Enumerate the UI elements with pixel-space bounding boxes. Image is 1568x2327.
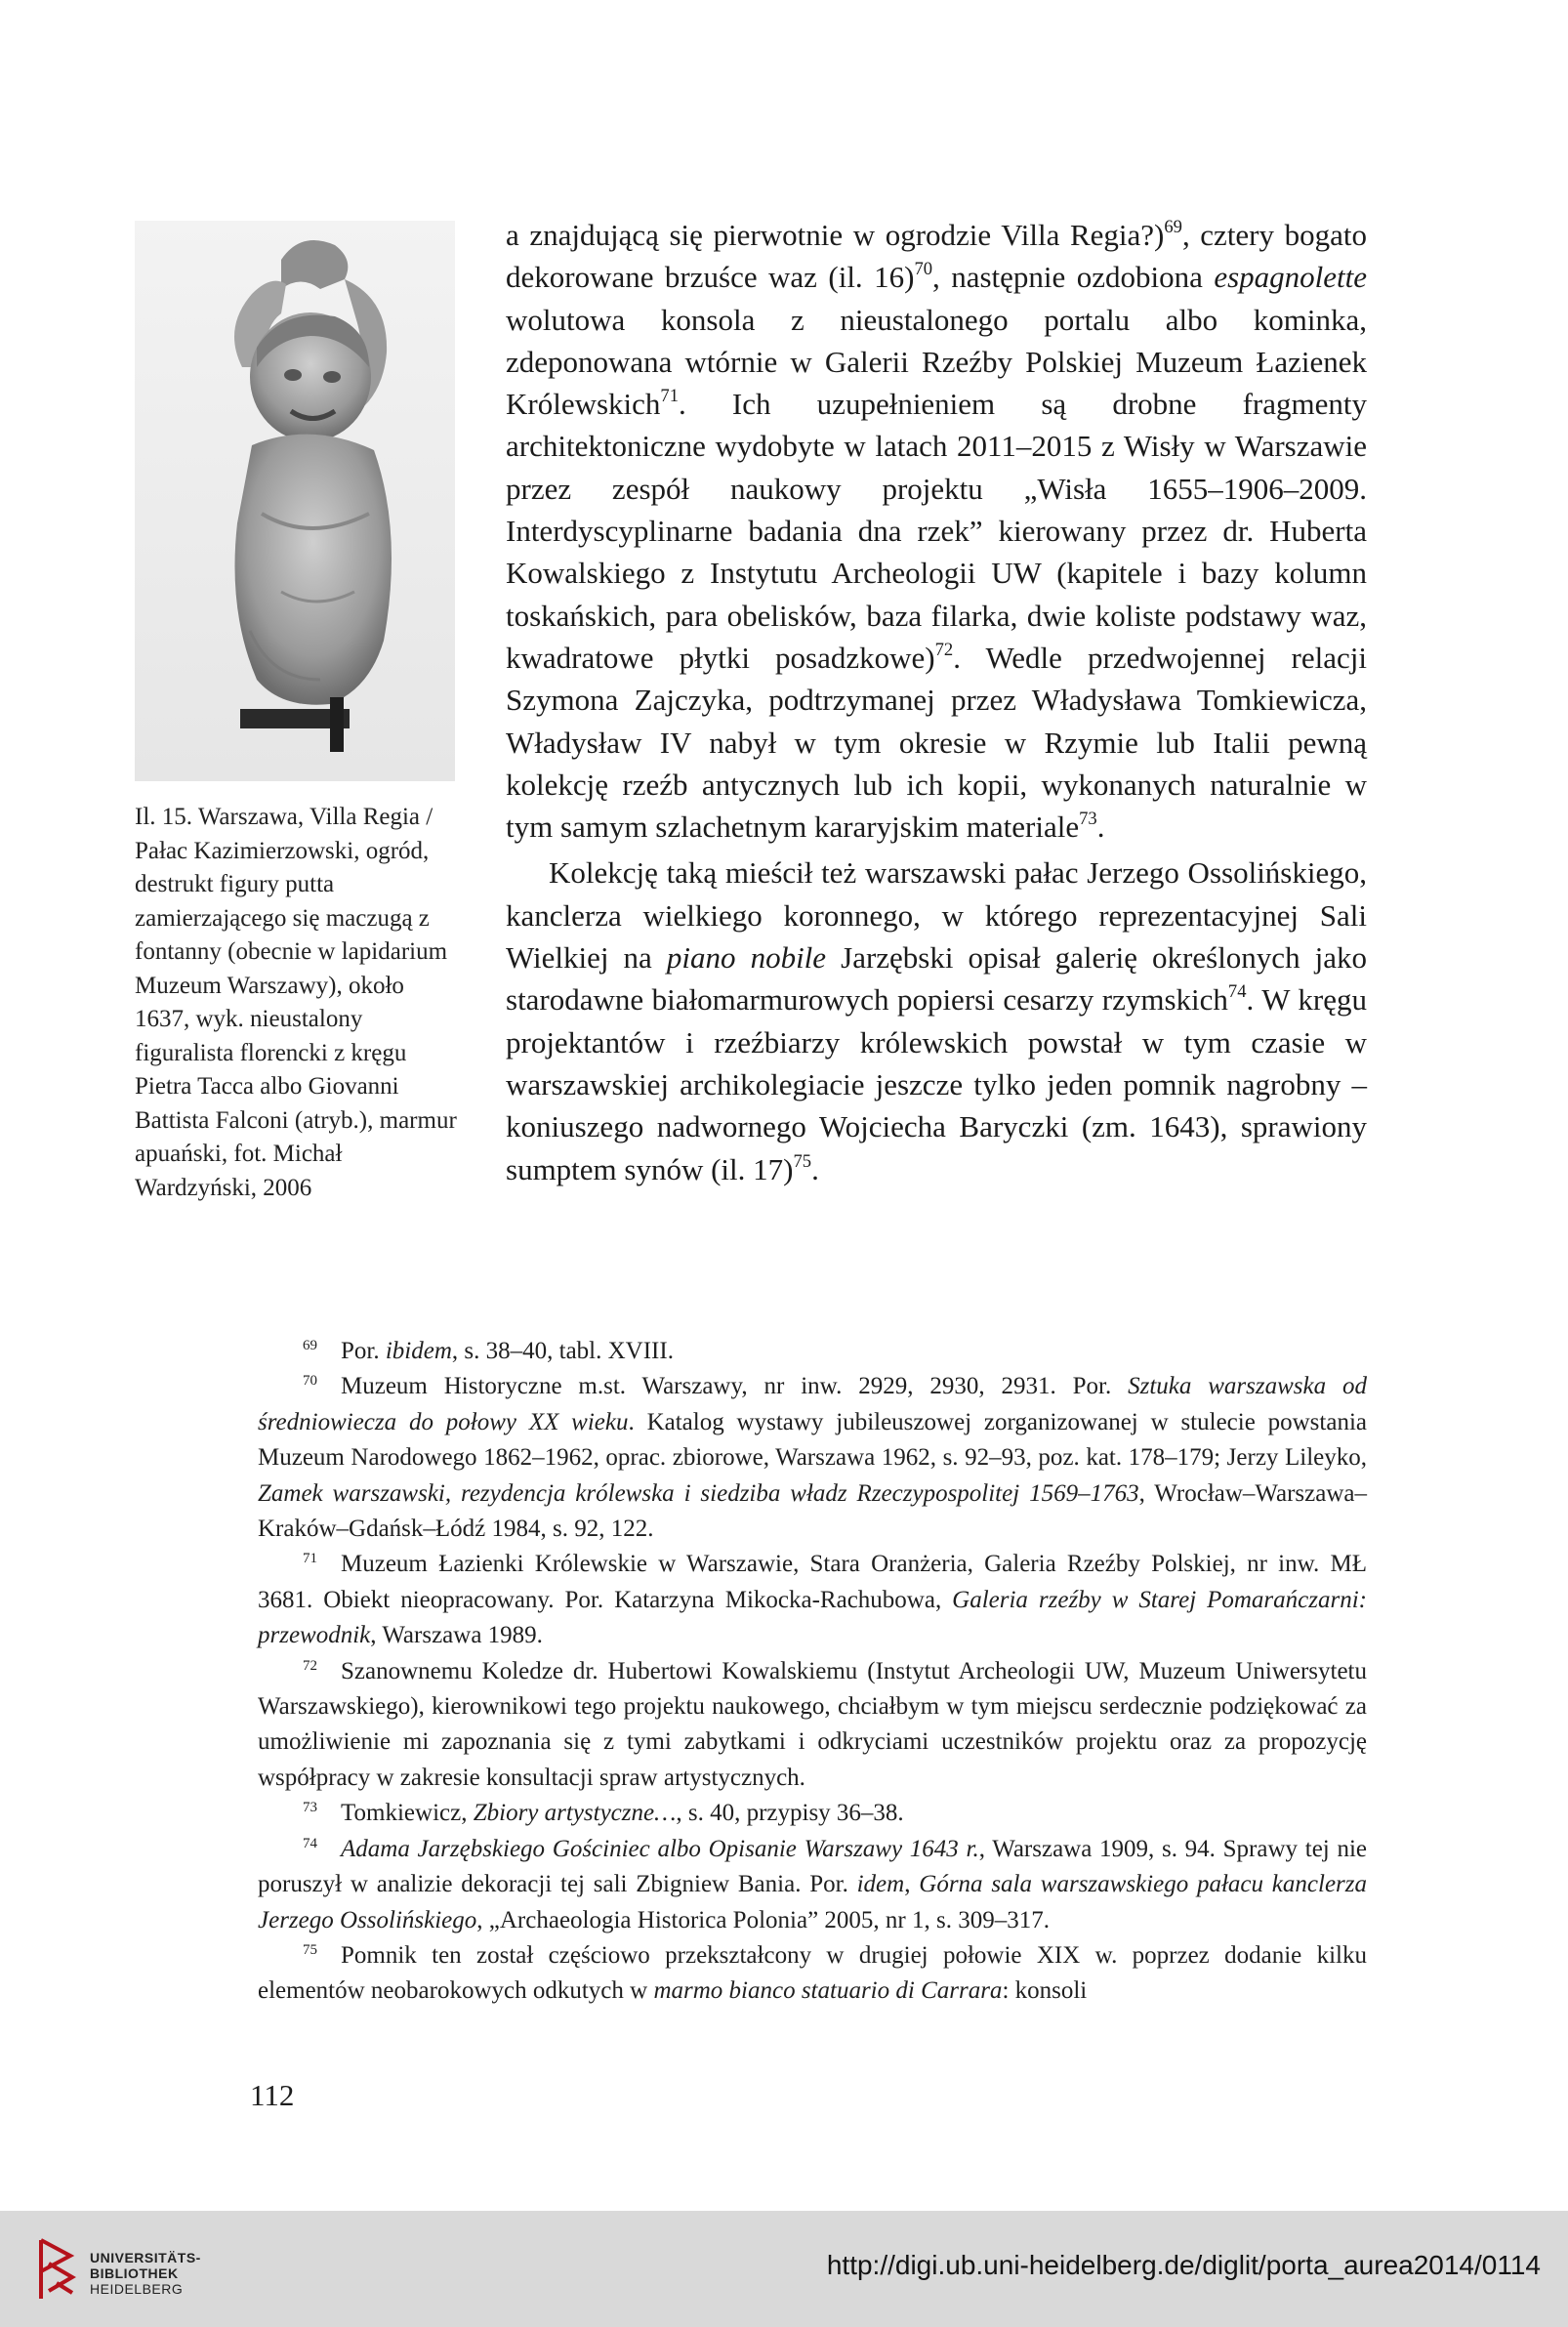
paragraph-2: Kolekcję taką mieścił też warszawski pałac Jerzego Ossolińskiego, kanclerza wielkiego koronnego, w którego reprezentacyjnej Sali Wielkiej na piano nobile Jarzębski opisał galerię określonych jako starodawne białomarmurowych popiersi cesarzy rzymskich$^{74}$. W kręgu projektantów i rzeźbiarzy królewskich powstał w tym czasie w warszawskiej archikolegiacie jeszcze tylko jeden pomnik nagrobny – koniuszego nadwornego Wojciecha Baryczki (zm. 1643), sprawiony sumptem synów (il. 17)$^{75}$. [506, 855, 1368, 1186]
source-url-link[interactable]: http://digi.ub.uni-heidelberg.de/diglit/porta_aurea2014/0114 [826, 2250, 1541, 2280]
library-name: UNIVERSITÄTS- BIBLIOTHEK HEIDELBERG [90, 2250, 201, 2297]
figure-photo-putto-sculpture [135, 221, 455, 781]
footnote-ref-74[interactable]: 74 [1227, 981, 1247, 1003]
footnote-ref-73[interactable]: 73 [1079, 809, 1097, 830]
footnote-ref-72[interactable]: 72 [934, 639, 954, 660]
paragraph-1: a znajdującą się pierwotnie w ogrodzie Villa Regia?)$^{69}$, cztery bogato dekorowane brzuśce waz (il. 16)$^{70}$, następnie ozdobiona espagnolette wolutowa konsola z nieustalonego portalu albo kominka, zdeponowana wtórnie w Galerii Rzeźby Polskiej Muzeum Łazienek Królewskich$^{71}$. Ich uzupełnieniem są drobne fragmenty architektoniczne wydobyte w latach 2011–2015 z Wisły w Warszawie przez zespół naukowy projektu „Wisła 1655–1906–2009. Interdyscyplinarne badania dna rzek” kierowany przez dr. Huberta Kowalskiego z Instytutu Archeologii UW (kapitele i bazy kolumn toskańskich, para obelisków, baza filarka, dwie koliste podstawy waz, kwadratowe płytki posadzkowe)$^{72}$. Wedle przedwojennej relacji Szymona Zajczyka, podtrzymanej przez Władysława Tomkiewicza, Władysław IV nabył w tym okresie w Rzymie lub Italii pewną kolekcję rzeźb antycznych lub ich kopii, wykonanych naturalnie w tym samym szlachetnym kararyjskim materiale$^{73}$. [506, 216, 1368, 845]
heidelberg-library-logo-icon[interactable] [35, 2234, 78, 2305]
footnote-ref-75[interactable]: 75 [793, 1150, 812, 1172]
figure-caption [135, 801, 457, 1205]
footnote-70: 70 Muzeum Historyczne m.st. Warszawy, nr inw. 2929, 2930, 2931. Por. Sztuka warszawska od średniowiecza do połowy XX wieku. Katalog wystawy jubileuszowej zorganizowanej w stulecie powstania Muzeum Narodowego 1862–1962, oprac. zbiorowe, Warszawa 1962, s. 92–93, poz. kat. 178–179; Jerzy Lileyko, Zamek warszawski, rezydencja królewska i siedziba władz Rzeczypospolitej 1569–1763, Wrocław–Warszawa–Kraków–Gdańsk–Łódź 1984, s. 92, 122. [258, 1373, 1368, 1543]
footnote-71: 71 Muzeum Łazienki Królewskie w Warszawie, Stara Oranżeria, Galeria Rzeźby Polskiej, nr inw. MŁ 3681. Obiekt nieopracowany. Por. Katarzyna Mikocka-Rachubowa, Galeria rzeźby w Starej Pomarańczarni: przewodnik, Warszawa 1989. [258, 1551, 1367, 1649]
footnote-ref-71[interactable]: 71 [660, 386, 679, 407]
page-number: 112 [250, 2078, 295, 2112]
footnote-74: 74 Adama Jarzębskiego Gościniec albo Opisanie Warszawy 1643 r., Warszawa 1909, s. 94. Sprawy tej nie poruszył w analizie dekoracji tej sali Zbigniew Bania. Por. idem, Górna sala warszawskiego pałacu kanclerza Jerzego Ossolińskiego, „Archaeologia Historica Polonia” 2005, nr 1, s. 309–317. [258, 1835, 1367, 1933]
figure-caption-text: Il. 15. Warszawa, Villa Regia / Pałac Kazimierzowski, ogród, destrukt figury putta zamierzającego się maczugą z fontanny (obecnie w lapidarium Muzeum Warszawy), około 1637, wyk. nieustalony figuralista florencki z kręgu Pietra Tacca albo Giovanni Battista Falconi (atryb.), marmur apuański, fot. Michał Wardzyński, 2006 [135, 804, 457, 1201]
footnote-69: 69 Por. ibidem, s. 38–40, tabl. XVIII. [303, 1338, 674, 1364]
footnote-ref-70[interactable]: 70 [914, 259, 933, 280]
footnote-73: 73 Tomkiewicz, Zbiory artystyczne…, s. 40, przypisy 36–38. [303, 1800, 904, 1827]
library-footer-bar [0, 2211, 1568, 2327]
footnotes [258, 1334, 1367, 2010]
footnote-ref-69[interactable]: 69 [1164, 216, 1182, 237]
footnote-72: 72 Szanownemu Koledze dr. Hubertowi Kowalskiemu (Instytut Archeologii UW, Muzeum Uniwersytetu Warszawskiego), kierownikowi tego projektu naukowego, chciałbym w tym miejscu serdecznie podziękować za umożliwienie mi zapoznania się z tymi zabytkami i odkryciami uczestników projektu oraz za propozycję współpracy w zakresie konsultacji spraw artystycznych. [258, 1657, 1367, 1791]
footnote-75: 75 Pomnik ten został częściowo przekształcony w drugiej połowie XIX w. poprzez dodanie kilku elementów neobarokowych odkutych w marmo bianco statuario di Carrara: konsoli [258, 1941, 1367, 2005]
main-text [506, 214, 1367, 1190]
